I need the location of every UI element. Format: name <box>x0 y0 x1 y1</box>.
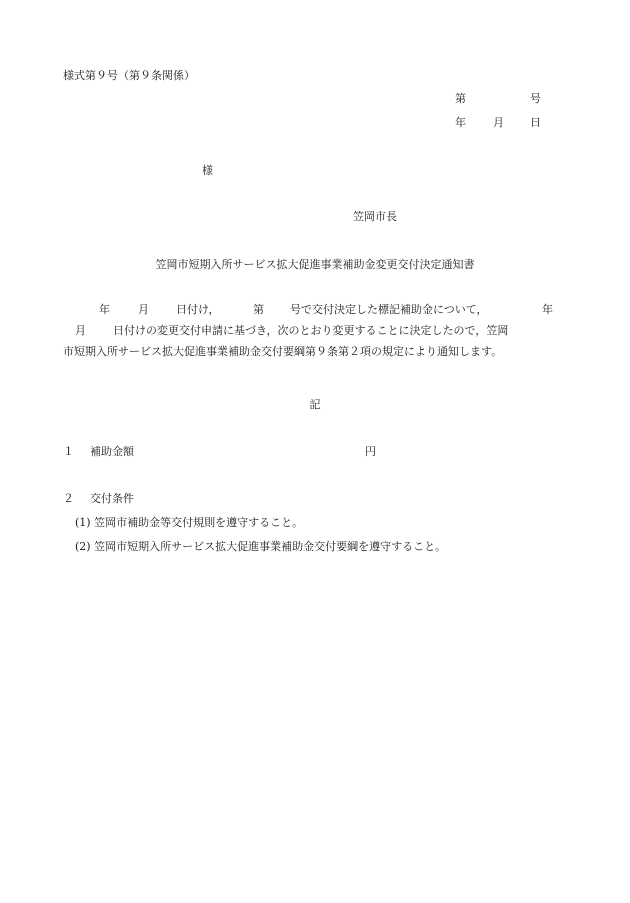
ki-heading: 記 <box>309 398 321 411</box>
body-line2-text: 日付けの変更交付申請に基づき，次のとおり変更することに決定したので，笠岡 <box>113 324 509 337</box>
condition-2: (2) 笠岡市短期入所サービス拡大促進事業補助金交付要綱を遵守すること。 <box>75 540 447 553</box>
date-day-label: 日 <box>530 116 541 129</box>
body-line3-text: 市短期入所サービス拡大促進事業補助金交付要綱第９条第２項の規定により通知します。 <box>63 345 503 358</box>
item-1-number: １ <box>63 445 74 458</box>
body-line-3 <box>63 345 578 366</box>
issuer-name: 笠岡市長 <box>353 210 397 223</box>
body-line-2 <box>63 324 578 345</box>
body-year2-label: 年 <box>542 303 553 316</box>
item-2-number: ２ <box>63 492 74 505</box>
addressee-honorific: 様 <box>202 164 213 177</box>
document-number-suffix: 号 <box>530 92 541 105</box>
date-month-label: 月 <box>493 116 504 129</box>
date-year-label: 年 <box>455 116 466 129</box>
document-title: 笠岡市短期入所サービス拡大促進事業補助金変更交付決定通知書 <box>155 258 475 271</box>
body-number-prefix: 第 <box>253 303 264 316</box>
condition-1: (1) 笠岡市補助金等交付規則を遵守すること。 <box>75 516 304 529</box>
body-month-label: 月 <box>138 303 149 316</box>
document-number-prefix: 第 <box>455 92 466 105</box>
body-year-label: 年 <box>99 303 110 316</box>
body-line-1 <box>63 303 578 324</box>
body-number-text: 号で交付決定した標記補助金について， <box>290 303 488 316</box>
item-1-unit: 円 <box>365 445 376 458</box>
body-day-dated-label: 日付け， <box>176 303 220 316</box>
form-number: 様式第９号（第９条関係） <box>63 69 195 82</box>
item-1-label: 補助金額 <box>90 445 134 458</box>
body-paragraph <box>63 303 578 366</box>
item-2-label: 交付条件 <box>90 492 134 505</box>
body-month2-label: 月 <box>75 324 86 337</box>
